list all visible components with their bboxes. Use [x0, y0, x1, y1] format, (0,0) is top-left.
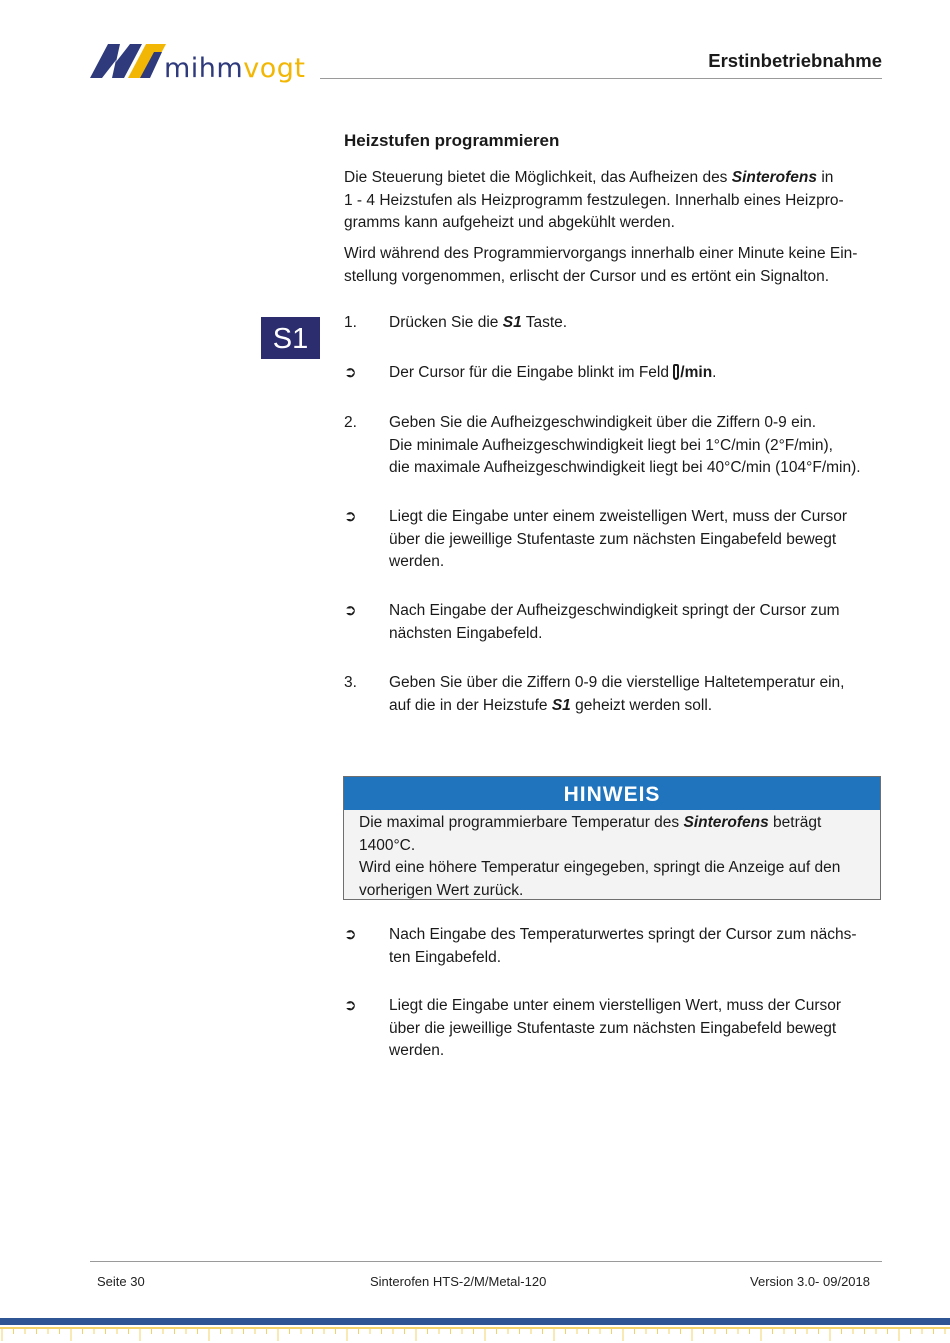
logo-wordmark: mihmvogt — [164, 53, 306, 84]
result-item: ➲ Nach Eingabe des Temperaturwertes springt der Cursor zum nächs- ten Eingabefeld. — [344, 926, 857, 966]
result-arrow-icon: ➲ — [344, 602, 357, 619]
result-arrow-icon: ➲ — [344, 364, 357, 381]
bottom-band — [0, 1318, 950, 1325]
intro-paragraph-1: Die Steuerung bietet die Möglichkeit, das Aufheizen des Sinterofens in 1 - 4 Heizstufen als Heizprogramm festzulegen. Innerhalb eines Heizpro- gramms kann aufgeheizt und abgekühlt werden. — [344, 169, 844, 231]
notice-heading: HINWEIS — [344, 777, 880, 810]
page-title: Heizstufen programmieren — [344, 131, 560, 150]
step-item: 1. Drücken Sie die S1 Taste. — [344, 312, 884, 335]
header-rule — [320, 78, 882, 79]
result-arrow-icon: ➲ — [344, 508, 357, 525]
result-item: ➲ Nach Eingabe der Aufheizgeschwindigkeit springt der Cursor zum nächsten Eingabefeld. — [344, 602, 840, 642]
step-number: 3. — [344, 674, 357, 691]
thermometer-icon — [673, 364, 679, 380]
product-name: Sinterofen HTS-2/M/Metal-120 — [370, 1274, 547, 1289]
result-arrow-icon: ➲ — [344, 997, 357, 1014]
step-number: 1. — [344, 314, 357, 331]
result-item: ➲ Liegt die Eingabe unter einem zweistelligen Wert, muss der Cursor über die jeweillige Stufentaste zum nächsten Eingabefeld bewegt werden. — [344, 508, 848, 570]
s1-key-badge: S1 — [261, 317, 320, 359]
result-item: ➲ Der Cursor für die Eingabe blinkt im Feld /min. — [344, 362, 884, 385]
step-item: 2. Geben Sie die Aufheizgeschwindigkeit über die Ziffern 0-9 ein. Die minimale Aufheizgeschwindigkeit liegt bei 1°C/min (2°F/min), die maximale Aufheizgeschwindigkeit liegt bei 40°C/min (104°F/min). — [344, 414, 861, 476]
footer-rule — [90, 1261, 882, 1262]
notice-text: Die maximal programmierbare Temperatur des Sinterofens beträgt 1400°C. Wird eine höhere Temperatur eingegeben, springt die Anzeige auf den vorherigen Wert zurück. — [359, 814, 841, 899]
intro-paragraph-2: Wird während des Programmiervorgangs innerhalb einer Minute keine Ein- stellung vorgenommen, erlischt der Cursor und es ertönt ein Signalton. — [344, 245, 858, 285]
step-item: 3. Geben Sie über die Ziffern 0-9 die vierstellige Haltetemperatur ein, auf die in der Heizstufe S1 geheizt werden soll. — [344, 674, 845, 714]
result-item: ➲ Liegt die Eingabe unter einem vierstelligen Wert, muss der Cursor über die jeweillige Stufentaste zum nächsten Eingabefeld bewegt werden. — [344, 997, 842, 1059]
page-section-title: Erstinbetriebnahme — [708, 50, 882, 71]
page-number: Seite 30 — [97, 1274, 145, 1289]
step-number: 2. — [344, 414, 357, 431]
result-arrow-icon: ➲ — [344, 926, 357, 943]
notice-box — [343, 776, 881, 900]
document-version: Version 3.0- 09/2018 — [750, 1274, 870, 1289]
ruler-decoration — [0, 1327, 950, 1343]
